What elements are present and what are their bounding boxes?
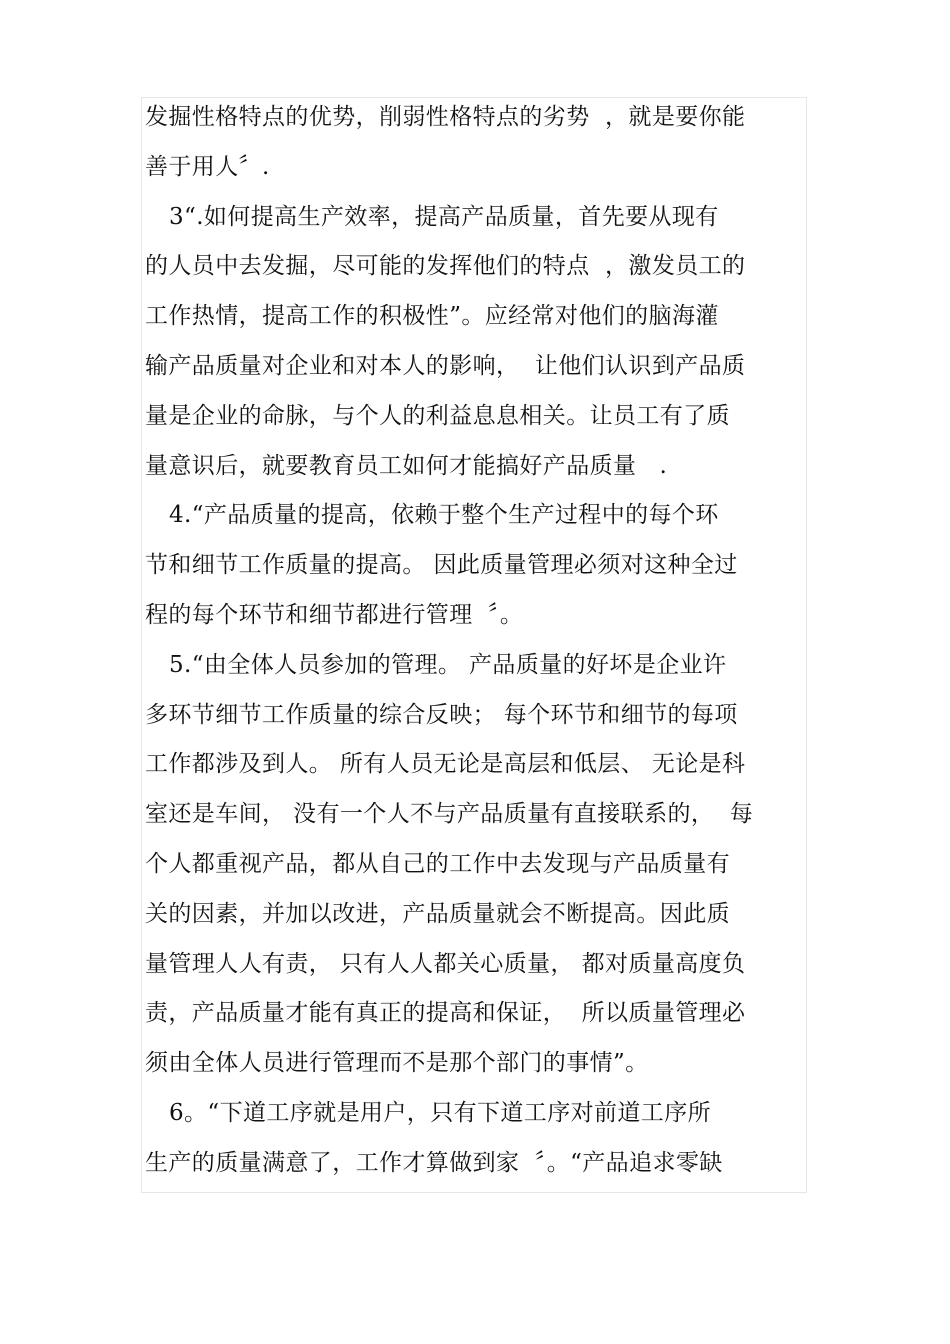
text-line: 工作都涉及到人。 所有人员无论是高层和低层、 无论是科 (145, 751, 746, 778)
text-line: 室还是车间， 没有一个人不与产品质量有直接联系的， 每 (145, 801, 754, 828)
text-line: 善于用人〞. (145, 153, 270, 180)
text-line: 量是企业的命脉，与个人的利益息息相关。让员工有了质 (145, 402, 730, 429)
text-line: 责，产品质量才能有真正的提高和保证， 所以质量管理必 (145, 1000, 746, 1027)
text-line: 个人都重视产品，都从自己的工作中去发现与产品质量有 (145, 850, 730, 877)
text-line: 关的因素，并加以改进，产品质量就会不断提高。因此质 (145, 900, 730, 927)
text-line: 量管理人人有责， 只有人人都关心质量， 都对质量高度负 (145, 950, 746, 977)
text-line: 工作热情，提高工作的积极性”。应经常对他们的脑海灌 (145, 303, 719, 330)
text-line: 发掘性格特点的优势，削弱性格特点的劣势 ，就是要你能 (145, 104, 746, 130)
text-line: 6。“下道工序就是用户，只有下道工序对前道工序所 (169, 1099, 711, 1126)
text-line: 量意识后，就要教育员工如何才能搞好产品质量 . (145, 452, 668, 479)
text-line: 3“.如何提高生产效率，提高产品质量，首先要从现有 (169, 203, 719, 230)
text-line: 的人员中去发掘，尽可能的发挥他们的特点 ，激发员工的 (145, 253, 746, 280)
text-line: 多环节细节工作质量的综合反映； 每个环节和细节的每项 (145, 701, 738, 728)
text-line: 5.“由全体人员参加的管理。 产品质量的好坏是企业许 (169, 651, 727, 678)
text-line: 节和细节工作质量的提高。 因此质量管理必须对这种全过 (145, 552, 738, 579)
text-line: 4.“产品质量的提高，依赖于整个生产过程中的每个环 (169, 502, 719, 529)
text-line: 生产的质量满意了，工作才算做到家 〞。“产品追求零缺 (145, 1149, 723, 1176)
document-body (145, 93, 825, 1189)
text-line: 程的每个环节和细节都进行管理 〞。 (145, 601, 524, 628)
text-line: 须由全体人员进行管理而不是那个部门的事情”。 (145, 1050, 649, 1077)
text-line: 输产品质量对企业和对本人的影响， 让他们认识到产品质 (145, 352, 746, 379)
